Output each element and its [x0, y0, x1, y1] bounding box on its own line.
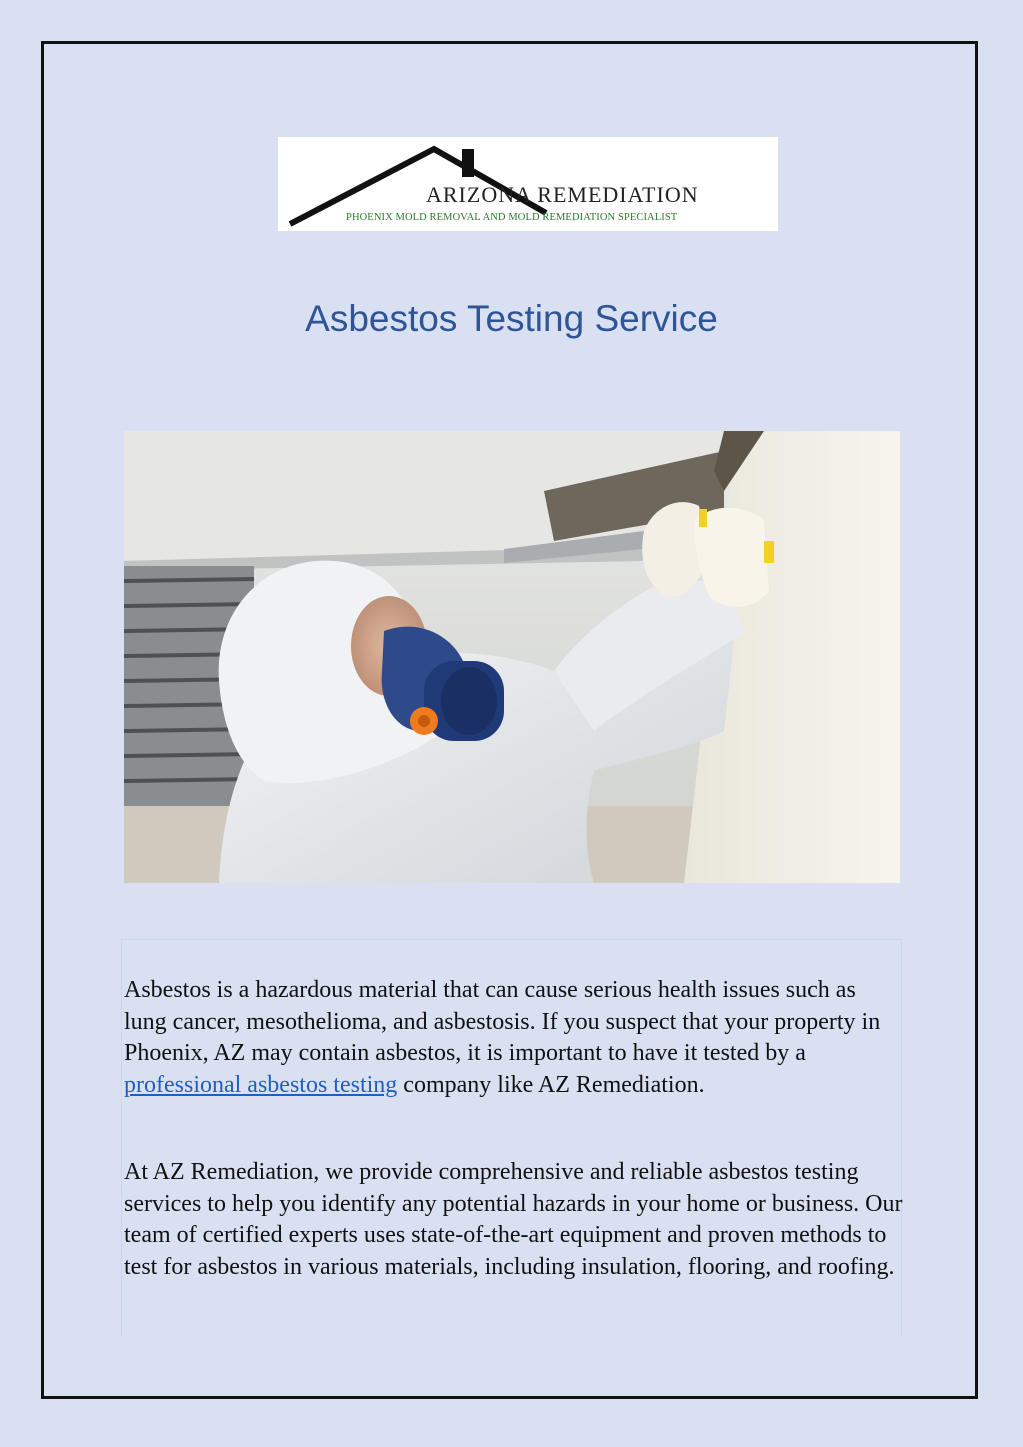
- page-title: Asbestos Testing Service: [305, 298, 718, 339]
- intro-paragraph: [124, 975, 904, 1101]
- intro-text: Asbestos is a hazardous material that can cause serious health issues such as lung cancer, mesothelioma, and asbestosis. If you suspect that your property in Phoenix, AZ may contain asbestos, it is important to have it tested by a: [124, 977, 881, 1066]
- professional-asbestos-testing-link[interactable]: professional asbestos testing: [124, 1071, 398, 1098]
- logo-name: ARIZONA REMEDIATION: [426, 182, 699, 207]
- services-paragraph: At AZ Remediation, we provide comprehensive and reliable asbestos testing services to help you identify any potential hazards in your home or business. Our team of certified experts uses state-of-the-art equipment and proven methods to test for asbestos in various materials, including insulation, flooring, and roofing.: [124, 1159, 903, 1280]
- company-logo: [278, 137, 778, 231]
- intro-text-end: company like AZ Remediation.: [397, 1071, 705, 1098]
- asbestos-worker-photo: [124, 431, 900, 883]
- logo-tagline: PHOENIX MOLD REMOVAL AND MOLD REMEDIATION SPECIALIST: [346, 212, 678, 223]
